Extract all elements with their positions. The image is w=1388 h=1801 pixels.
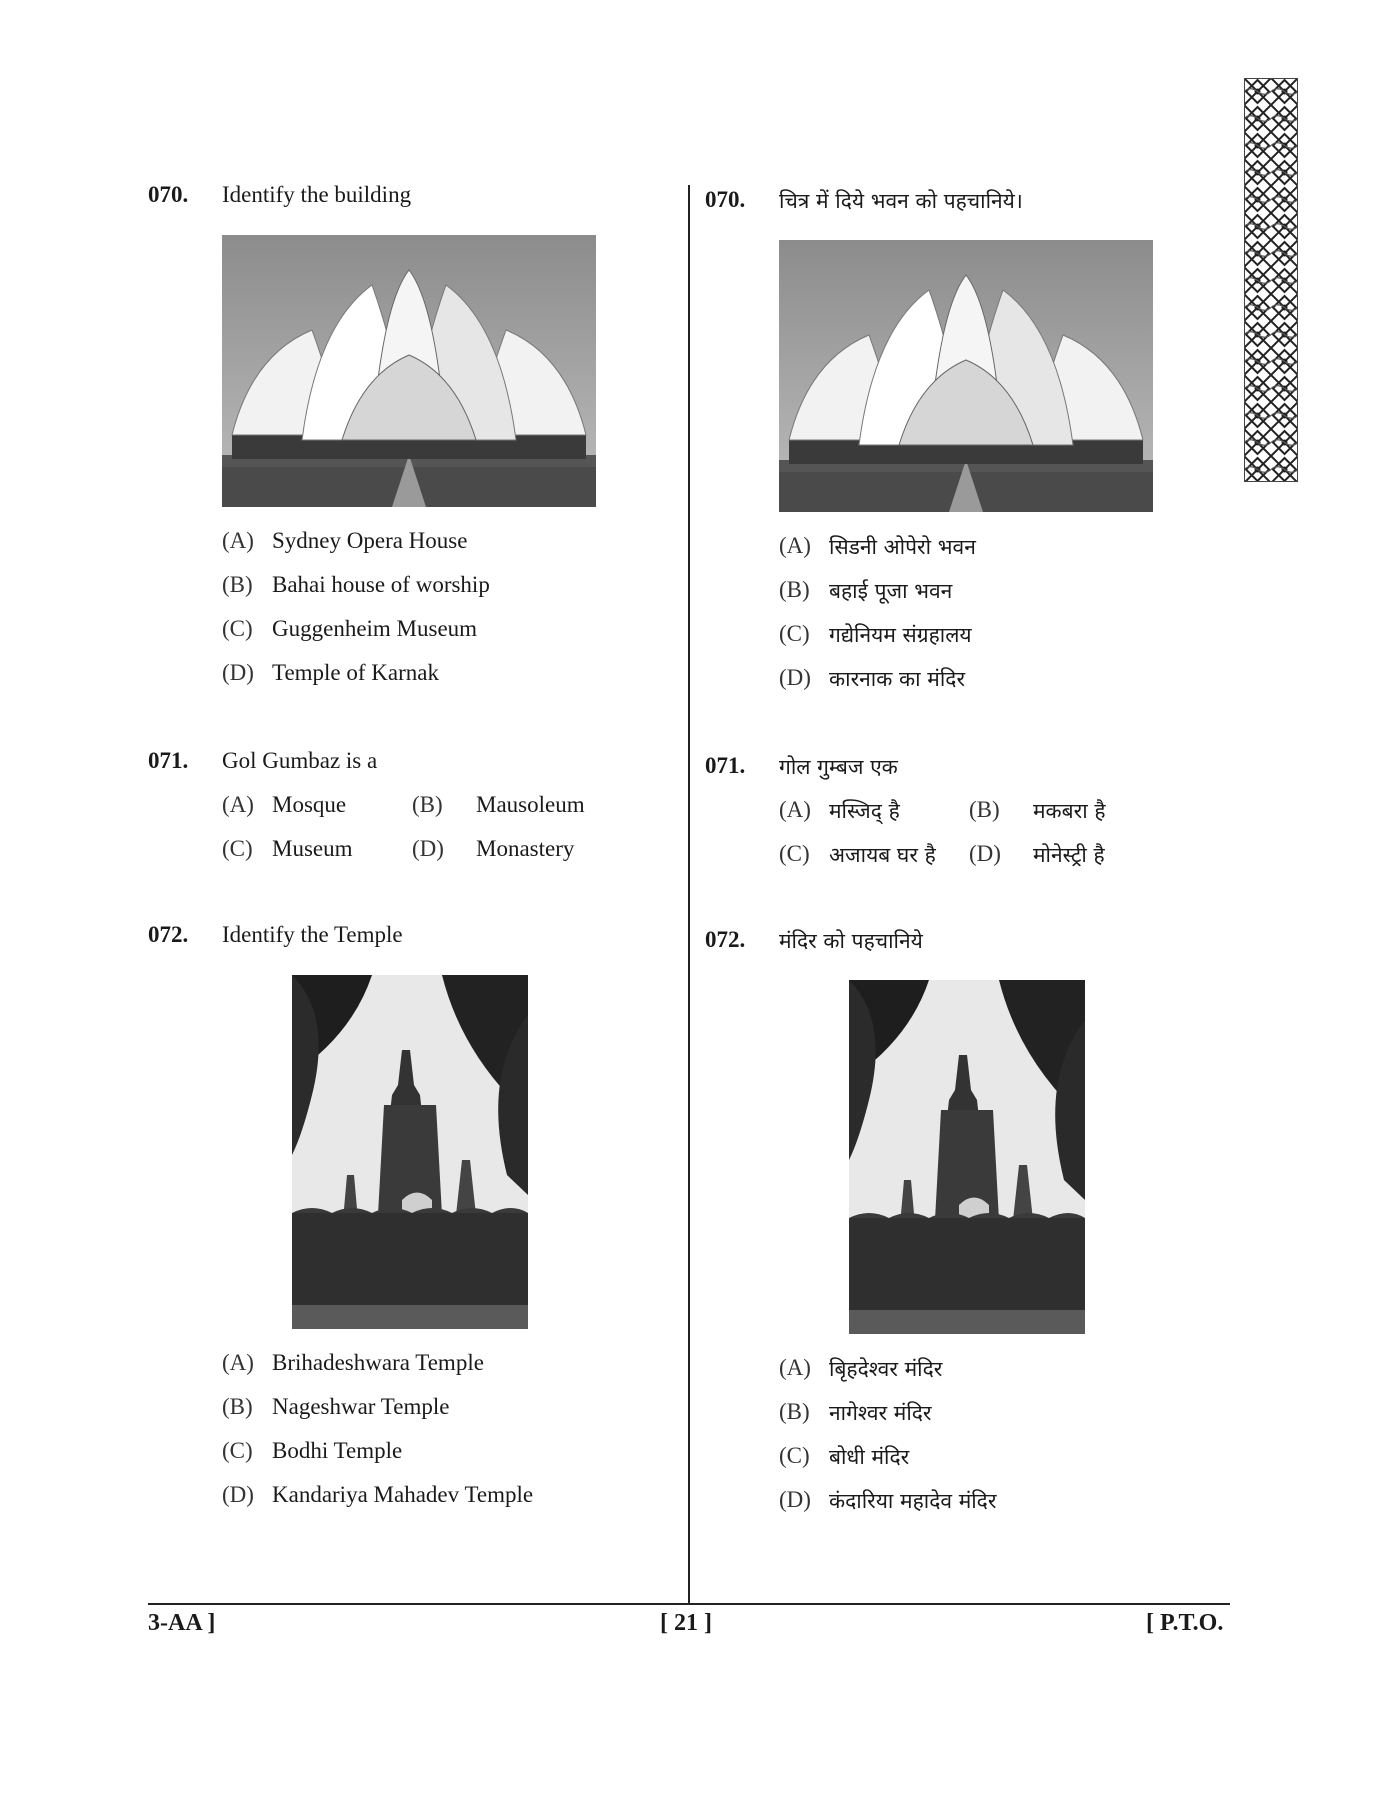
option-text: Nageshwar Temple <box>272 1394 450 1419</box>
footer-booklet-code: 3-AA ] <box>148 1610 216 1636</box>
option-text: Bodhi Temple <box>272 1438 403 1463</box>
option-letter: (C) <box>222 1438 253 1463</box>
option-text: Temple of Karnak <box>272 660 439 685</box>
bodhi-temple-photo <box>849 980 1085 1334</box>
option-letter: (A) <box>779 1355 811 1380</box>
question-number: 070. <box>148 182 189 207</box>
footer-rule <box>148 1603 1230 1605</box>
option-text-b[interactable]: मकबरा है <box>1033 799 1106 823</box>
option-letter: (C) <box>779 1443 810 1468</box>
option-text-c[interactable]: Museum <box>272 836 353 861</box>
question-number: 072. <box>148 922 189 947</box>
options-row <box>222 836 662 880</box>
question-number: 072. <box>705 927 746 952</box>
question-number: 071. <box>705 753 746 778</box>
option-letter: (D) <box>222 660 254 685</box>
option-text: सिडनी ओपेरो भवन <box>829 535 976 559</box>
option-text: Brihadeshwara Temple <box>272 1350 484 1375</box>
footer-pto: [ P.T.O. <box>1146 1610 1224 1636</box>
option-text: Kandariya Mahadev Temple <box>272 1482 534 1507</box>
question-text: Identify the Temple <box>222 922 403 947</box>
option-text-c[interactable]: अजायब घर है <box>829 843 936 867</box>
option-text-a[interactable]: मस्जिद् है <box>829 799 900 823</box>
option-letter: (A) <box>222 528 254 553</box>
option-letter: (C) <box>222 616 253 641</box>
option-letter-d[interactable]: (D) <box>412 836 444 861</box>
option-text-d[interactable]: Monastery <box>476 836 575 861</box>
options-row <box>222 792 662 836</box>
option-text-b[interactable]: Mausoleum <box>476 792 585 817</box>
option-text: बहाई पूजा भवन <box>829 579 953 603</box>
bodhi-temple-photo <box>292 975 528 1329</box>
option-letter-b[interactable]: (B) <box>969 797 1000 822</box>
option-letter: (C) <box>779 621 810 646</box>
option-text-d[interactable]: मोनेस्ट्री है <box>1033 843 1105 867</box>
option-text: बोधी मंदिर <box>829 1445 910 1469</box>
option-letter: (A) <box>222 1350 254 1375</box>
option-letter-c[interactable]: (C) <box>222 836 253 861</box>
option-text-a[interactable]: Mosque <box>272 792 347 817</box>
question-number: 071. <box>148 748 189 773</box>
option-letter: (D) <box>222 1482 254 1507</box>
option-text: कंदारिया महादेव मंदिर <box>829 1489 997 1513</box>
option-text: Sydney Opera House <box>272 528 468 553</box>
option-text: Bahai house of worship <box>272 572 490 597</box>
options-071-hi <box>779 797 1219 885</box>
option-text: Guggenheim Museum <box>272 616 478 641</box>
footer-page-number: [ 21 ] <box>660 1610 712 1636</box>
question-text: Gol Gumbaz is a <box>222 748 378 773</box>
question-text: मंदिर को पहचानिये <box>779 929 923 953</box>
option-letter: (D) <box>779 665 811 690</box>
option-text: बृिहदेश्वर मंदिर <box>829 1357 943 1381</box>
option-letter: (B) <box>779 577 810 602</box>
option-letter: (B) <box>222 1394 253 1419</box>
option-letter-a[interactable]: (A) <box>222 792 254 817</box>
lotus-temple-photo <box>779 240 1153 512</box>
options-row <box>779 797 1219 841</box>
option-letter: (D) <box>779 1487 811 1512</box>
option-letter: (B) <box>222 572 253 597</box>
question-text: Identify the building <box>222 182 412 207</box>
question-text: गोल गुम्बज एक <box>779 755 898 779</box>
question-text: चित्र में दिये भवन को पहचानिये। <box>779 189 1023 213</box>
option-letter: (A) <box>779 533 811 558</box>
option-text: गद्येनियम संग्रहालय <box>829 623 972 647</box>
option-letter-d[interactable]: (D) <box>969 841 1001 866</box>
option-text: कारनाक का मंदिर <box>829 667 966 691</box>
options-071-en <box>222 792 662 880</box>
option-letter-c[interactable]: (C) <box>779 841 810 866</box>
ornament-strip-icon <box>1244 78 1298 482</box>
question-number: 070. <box>705 187 746 212</box>
options-row <box>779 841 1219 885</box>
column-divider <box>688 185 690 1603</box>
lotus-temple-photo <box>222 235 596 507</box>
option-letter-a[interactable]: (A) <box>779 797 811 822</box>
option-text: नागेश्वर मंदिर <box>829 1401 932 1425</box>
option-letter: (B) <box>779 1399 810 1424</box>
option-letter-b[interactable]: (B) <box>412 792 443 817</box>
